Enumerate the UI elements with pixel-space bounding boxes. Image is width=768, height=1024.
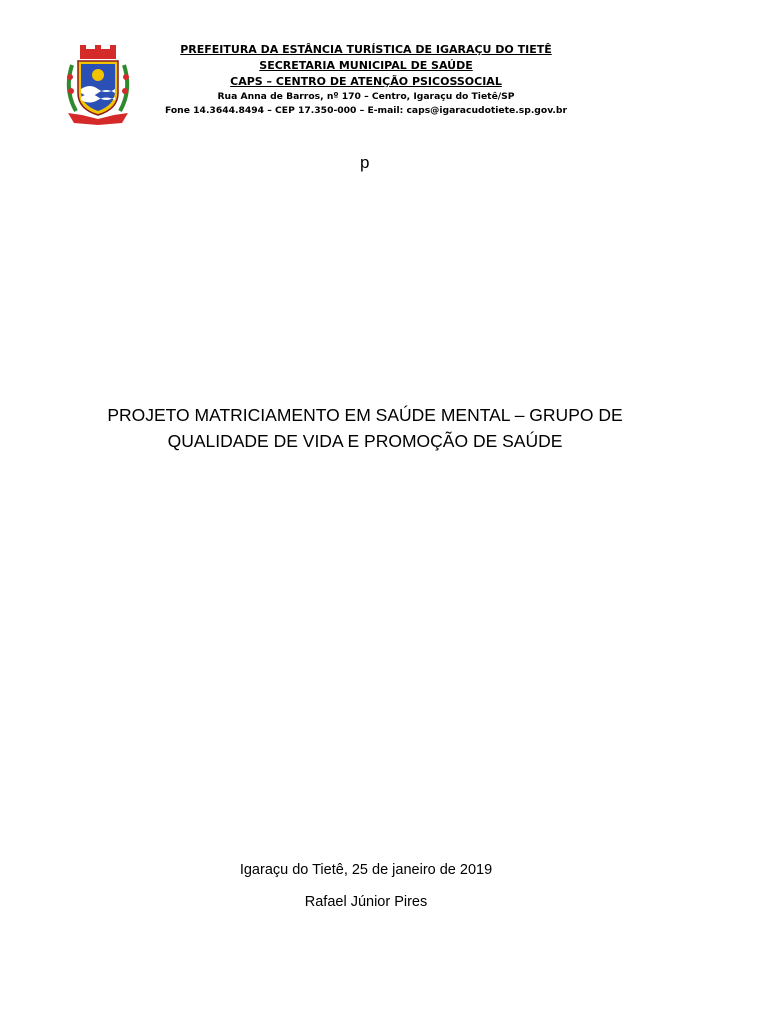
- document-title-line-2: QUALIDADE DE VIDA E PROMOÇÃO DE SAÚDE: [167, 431, 563, 451]
- letterhead-caps: CAPS – CENTRO DE ATENÇÃO PSICOSSOCIAL: [230, 75, 502, 88]
- letterhead-prefeitura: PREFEITURA DA ESTÂNCIA TURÍSTICA DE IGARAÇU DO TIETÊ: [180, 43, 552, 56]
- place-and-date: Igaraçu do Tietê, 25 de janeiro de 2019: [239, 862, 493, 878]
- author-name: Rafael Júnior Pires: [304, 894, 428, 910]
- letterhead-contact: Fone 14.3644.8494 – CEP 17.350-000 – E-mail: caps@igaracudotiete.sp.gov.br: [164, 105, 568, 116]
- document-title: [40, 402, 690, 454]
- letterhead-secretaria: SECRETARIA MUNICIPAL DE SAÚDE: [259, 59, 473, 72]
- municipal-crest-icon: [62, 45, 134, 127]
- letterhead-address: Rua Anna de Barros, nº 170 – Centro, Igaraçu do Tietê/SP: [217, 91, 515, 102]
- stray-character: p: [360, 153, 370, 172]
- letterhead: [150, 42, 582, 118]
- document-title-line-1: PROJETO MATRICIAMENTO EM SAÚDE MENTAL – GRUPO DE: [107, 405, 623, 425]
